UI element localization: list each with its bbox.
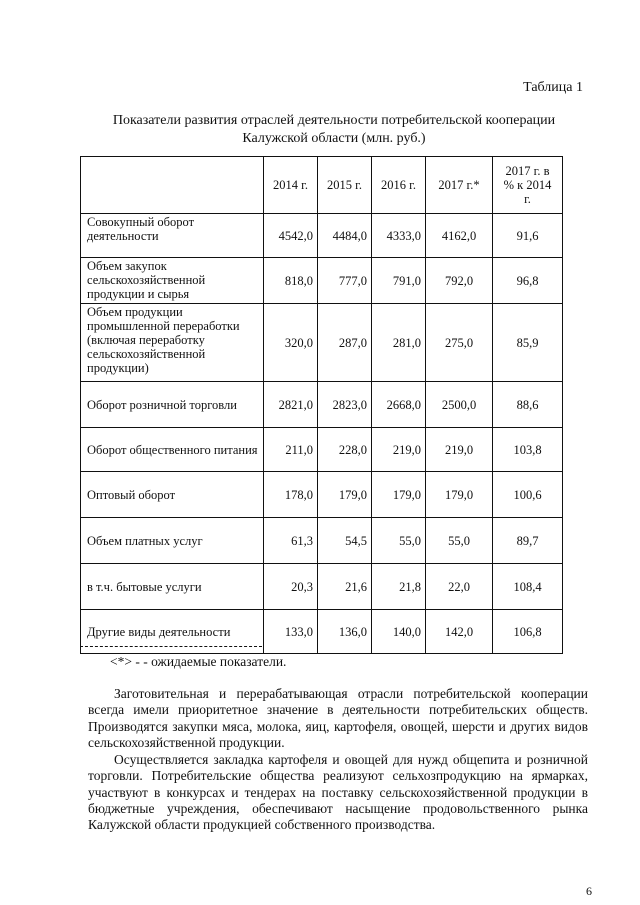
cell-2014: 211,0 bbox=[264, 428, 318, 472]
cell-2015: 21,6 bbox=[318, 564, 372, 610]
page-number: 6 bbox=[586, 884, 592, 898]
cell-2014: 20,3 bbox=[264, 564, 318, 610]
cell-2014: 2821,0 bbox=[264, 382, 318, 428]
footnote: <*> - - ожидаемые показатели. bbox=[110, 654, 287, 669]
cell-percent: 100,6 bbox=[493, 472, 563, 518]
header-indicator bbox=[81, 157, 264, 214]
table-row bbox=[81, 214, 563, 258]
cell-2017: 4162,0 bbox=[426, 214, 493, 258]
cell-2015: 2823,0 bbox=[318, 382, 372, 428]
row-name: Оптовый оборот bbox=[81, 472, 264, 518]
cell-2015: 179,0 bbox=[318, 472, 372, 518]
title-line-2: Калужской области (млн. руб.) bbox=[242, 131, 426, 146]
title-line-1: Показатели развития отраслей деятельности потребительской кооперации bbox=[112, 113, 556, 128]
cell-percent: 88,6 bbox=[493, 382, 563, 428]
cell-2014: 133,0 bbox=[264, 610, 318, 654]
table-row bbox=[81, 258, 563, 304]
cell-2016: 219,0 bbox=[372, 428, 426, 472]
paragraph-1: Заготовительная и перерабатывающая отрасли потребительской кооперации всегда имели приоритетное значение в деятельности потребительских обществ. Производятся закупки мяса, молока, яиц, картофеля, овощей, шерсти и других видов сельскохозяйственной продукции. bbox=[88, 686, 588, 750]
cell-2016: 281,0 bbox=[372, 304, 426, 382]
cell-2017: 792,0 bbox=[426, 258, 493, 304]
document-title bbox=[80, 112, 588, 148]
table-row bbox=[81, 564, 563, 610]
table-row bbox=[81, 518, 563, 564]
header-2014: 2014 г. bbox=[264, 157, 318, 214]
row-name: Оборот общественного питания bbox=[81, 428, 264, 472]
cell-percent: 103,8 bbox=[493, 428, 563, 472]
cell-2016: 2668,0 bbox=[372, 382, 426, 428]
cell-2015: 4484,0 bbox=[318, 214, 372, 258]
row-name: Другие виды деятельности bbox=[81, 610, 264, 654]
cell-2015: 777,0 bbox=[318, 258, 372, 304]
footnote-separator bbox=[80, 646, 262, 647]
cell-2014: 4542,0 bbox=[264, 214, 318, 258]
cell-2015: 54,5 bbox=[318, 518, 372, 564]
header-2016: 2016 г. bbox=[372, 157, 426, 214]
cell-2016: 791,0 bbox=[372, 258, 426, 304]
cell-2014: 320,0 bbox=[264, 304, 318, 382]
row-name: Объем платных услуг bbox=[81, 518, 264, 564]
cell-2017: 179,0 bbox=[426, 472, 493, 518]
table-row bbox=[81, 428, 563, 472]
cell-2016: 4333,0 bbox=[372, 214, 426, 258]
cell-2014: 178,0 bbox=[264, 472, 318, 518]
cell-2017: 55,0 bbox=[426, 518, 493, 564]
cell-2016: 55,0 bbox=[372, 518, 426, 564]
cell-2017: 275,0 bbox=[426, 304, 493, 382]
header-2015: 2015 г. bbox=[318, 157, 372, 214]
cell-2017: 142,0 bbox=[426, 610, 493, 654]
paragraph-2: Осуществляется закладка картофеля и овощей для нужд общепита и розничной торговли. Потребительские общества реализуют сельхозпродукцию на ярмарках, участвуют в конкурсах и тендерах на поставку сельскохозяйственной продукции в бюджетные учреждения, обеспечивают насыщение продовольственного рынка Калужской области продукцией собственного производства. bbox=[88, 752, 588, 833]
cell-2014: 61,3 bbox=[264, 518, 318, 564]
header-2017: 2017 г.* bbox=[426, 157, 493, 214]
cell-percent: 106,8 bbox=[493, 610, 563, 654]
table-row bbox=[81, 382, 563, 428]
row-name: Совокупный оборот деятельности bbox=[81, 214, 264, 258]
cell-2015: 228,0 bbox=[318, 428, 372, 472]
cell-2016: 21,8 bbox=[372, 564, 426, 610]
row-name: Оборот розничной торговли bbox=[81, 382, 264, 428]
table-row bbox=[81, 472, 563, 518]
cell-percent: 96,8 bbox=[493, 258, 563, 304]
cell-percent: 91,6 bbox=[493, 214, 563, 258]
cell-2015: 136,0 bbox=[318, 610, 372, 654]
table-label: Таблица 1 bbox=[523, 80, 583, 95]
row-name: Объем продукции промышленной переработки (включая переработку сельскохозяйственной продукции) bbox=[81, 304, 264, 382]
cell-2016: 140,0 bbox=[372, 610, 426, 654]
table-header-row bbox=[81, 157, 563, 214]
row-name: в т.ч. бытовые услуги bbox=[81, 564, 264, 610]
cell-2017: 2500,0 bbox=[426, 382, 493, 428]
table-row bbox=[81, 304, 563, 382]
cell-percent: 85,9 bbox=[493, 304, 563, 382]
header-percent: 2017 г. в % к 2014 г. bbox=[493, 157, 563, 214]
cell-percent: 89,7 bbox=[493, 518, 563, 564]
cell-2016: 179,0 bbox=[372, 472, 426, 518]
row-name: Объем закупок сельскохозяйственной продукции и сырья bbox=[81, 258, 264, 304]
cell-percent: 108,4 bbox=[493, 564, 563, 610]
indicators-table bbox=[80, 156, 563, 654]
cell-2017: 22,0 bbox=[426, 564, 493, 610]
cell-2017: 219,0 bbox=[426, 428, 493, 472]
cell-2015: 287,0 bbox=[318, 304, 372, 382]
cell-2014: 818,0 bbox=[264, 258, 318, 304]
